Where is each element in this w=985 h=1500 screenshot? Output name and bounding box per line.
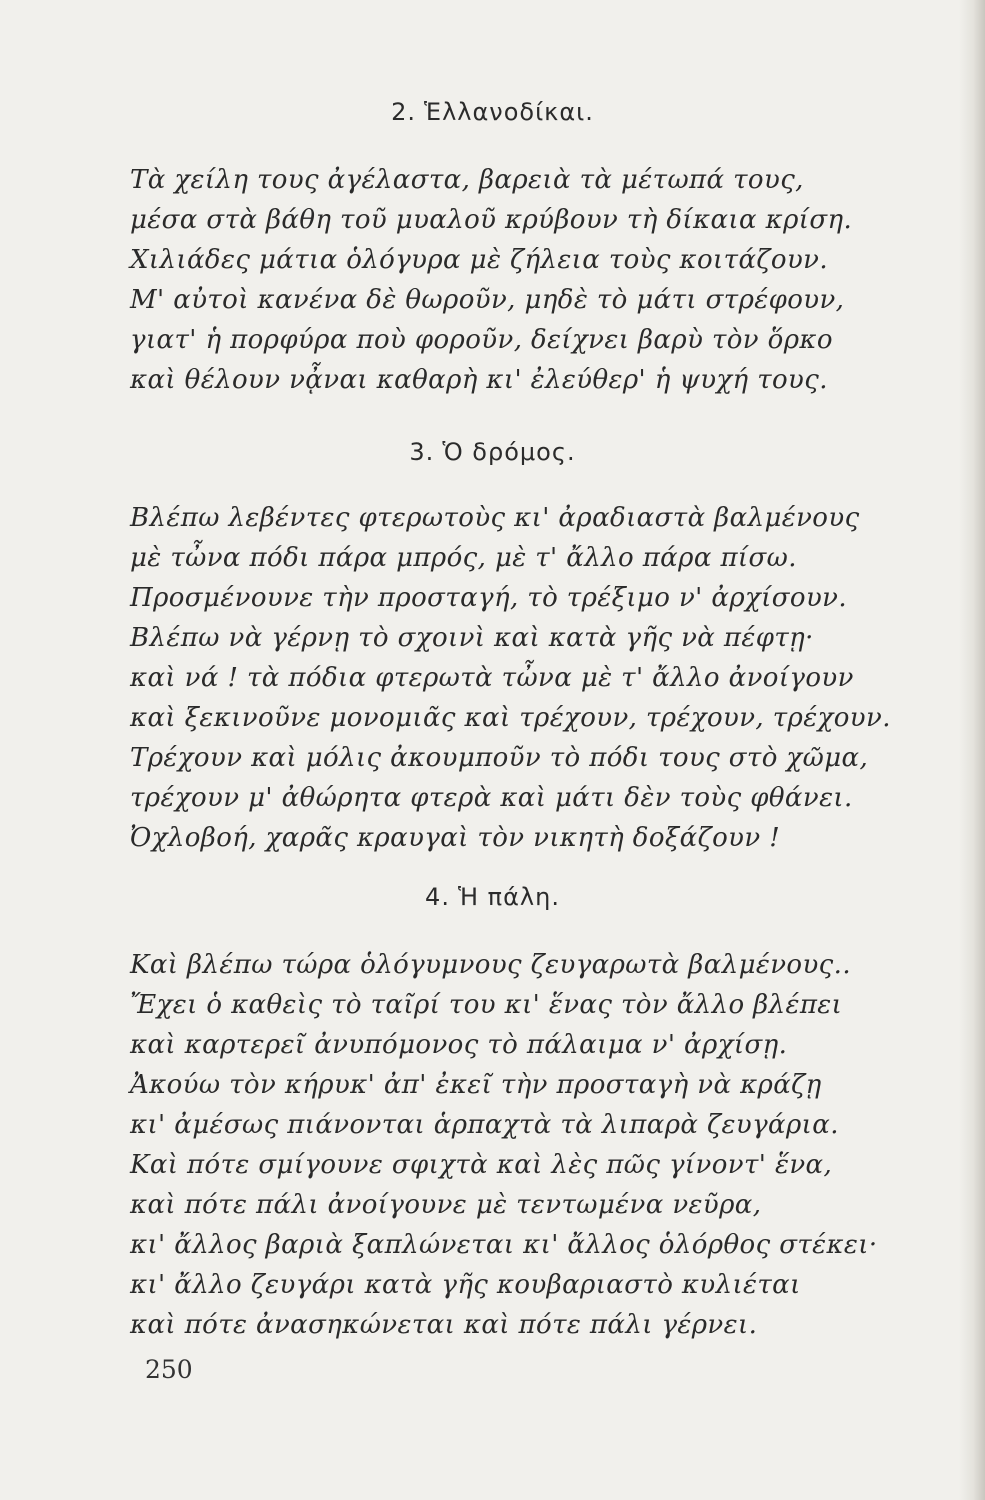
poem-stanza-4 (130, 945, 878, 1345)
poem-line: τρέχουν μ' ἀθώρητα φτερὰ καὶ μάτι δὲν τοὺς φθάνει. (130, 783, 853, 813)
section-title: Ἡ πάλη. (457, 883, 560, 911)
poem-line: καὶ νά ! τὰ πόδια φτερωτὰ τὦνα μὲ τ' ἄλλο ἀνοίγουν (130, 663, 854, 693)
poem-line: Καὶ πότε σμίγουνε σφιχτὰ καὶ λὲς πῶς γίνοντ' ἕνα, (130, 1150, 833, 1180)
section-title: Ὁ δρόμος. (442, 438, 576, 466)
page-number: 250 (145, 1355, 193, 1384)
poem-line: Καὶ βλέπω τώρα ὁλόγυμνους ζευγαρωτὰ βαλμένους.. (130, 950, 851, 980)
poem-line: μὲ τὦνα πόδι πάρα μπρός, μὲ τ' ἄλλο πάρα πίσω. (130, 543, 797, 573)
poem-line: μέσα στὰ βάθη τοῦ μυαλοῦ κρύβουν τὴ δίκαια κρίση. (130, 205, 853, 235)
poem-line: Προσμένουνε τὴν προσταγή, τὸ τρέξιμο ν' ἀρχίσουν. (130, 583, 848, 613)
poem-line: Μ' αὐτοὶ κανένα δὲ θωροῦν, μηδὲ τὸ μάτι στρέφουν, (130, 285, 845, 315)
poem-line: Ἔχει ὁ καθεὶς τὸ ταῖρί του κι' ἕνας τὸν ἄλλο βλέπει (130, 990, 843, 1020)
section-heading-2 (0, 98, 985, 126)
section-heading-3 (0, 438, 985, 466)
poem-line: Βλέπω νὰ γέρνῃ τὸ σχοινὶ καὶ κατὰ γῆς νὰ πέφτῃ· (130, 623, 814, 653)
section-title: Ἑλλανοδίκαι. (424, 98, 594, 126)
section-heading-4 (0, 883, 985, 911)
page-gutter-shadow (959, 0, 985, 1500)
poem-line: Ὀχλοβοή, χαρᾶς κραυγαὶ τὸν νικητὴ δοξάζουν ! (130, 823, 781, 853)
poem-line: κι' ἄλλος βαριὰ ξαπλώνεται κι' ἄλλος ὁλόρθος στέκει· (130, 1230, 878, 1260)
poem-line: καὶ ξεκινοῦνε μονομιᾶς καὶ τρέχουν, τρέχουν, τρέχουν. (130, 703, 891, 733)
section-number: 2. (391, 98, 416, 126)
poem-line: Ἀκούω τὸν κήρυκ' ἀπ' ἐκεῖ τὴν προσταγὴ νὰ κράζῃ (130, 1070, 822, 1100)
poem-line: καὶ πότε ἀνασηκώνεται καὶ πότε πάλι γέρνει. (130, 1310, 758, 1340)
section-number: 3. (409, 438, 435, 466)
poem-line: Χιλιάδες μάτια ὁλόγυρα μὲ ζήλεια τοὺς κοιτάζουν. (130, 245, 829, 275)
poem-stanza-3 (130, 498, 891, 858)
poem-line: κι' ἀμέσως πιάνονται ἁρπαχτὰ τὰ λιπαρὰ ζευγάρια. (130, 1110, 839, 1140)
poem-line: καὶ πότε πάλι ἀνοίγουνε μὲ τεντωμένα νεῦρα, (130, 1190, 762, 1220)
poem-line: κι' ἄλλο ζευγάρι κατὰ γῆς κουβαριαστὸ κυλιέται (130, 1270, 801, 1300)
poem-line: Τὰ χείλη τους ἀγέλαστα, βαρειὰ τὰ μέτωπά τους, (130, 165, 804, 195)
poem-line: καὶ θέλουν νᾆναι καθαρὴ κι' ἐλεύθερ' ἡ ψυχή τους. (130, 365, 828, 395)
poem-line: Τρέχουν καὶ μόλις ἀκουμποῦν τὸ πόδι τους στὸ χῶμα, (130, 743, 869, 773)
poem-line: καὶ καρτερεῖ ἀνυπόμονος τὸ πάλαιμα ν' ἀρχίσῃ. (130, 1030, 788, 1060)
poem-line: Βλέπω λεβέντες φτερωτοὺς κι' ἀραδιαστὰ βαλμένους (130, 503, 860, 533)
poem-stanza-2 (130, 160, 870, 400)
section-number: 4. (425, 883, 450, 911)
poem-line: γιατ' ἡ πορφύρα ποὺ φοροῦν, δείχνει βαρὺ τὸν ὅρκο (130, 325, 833, 355)
